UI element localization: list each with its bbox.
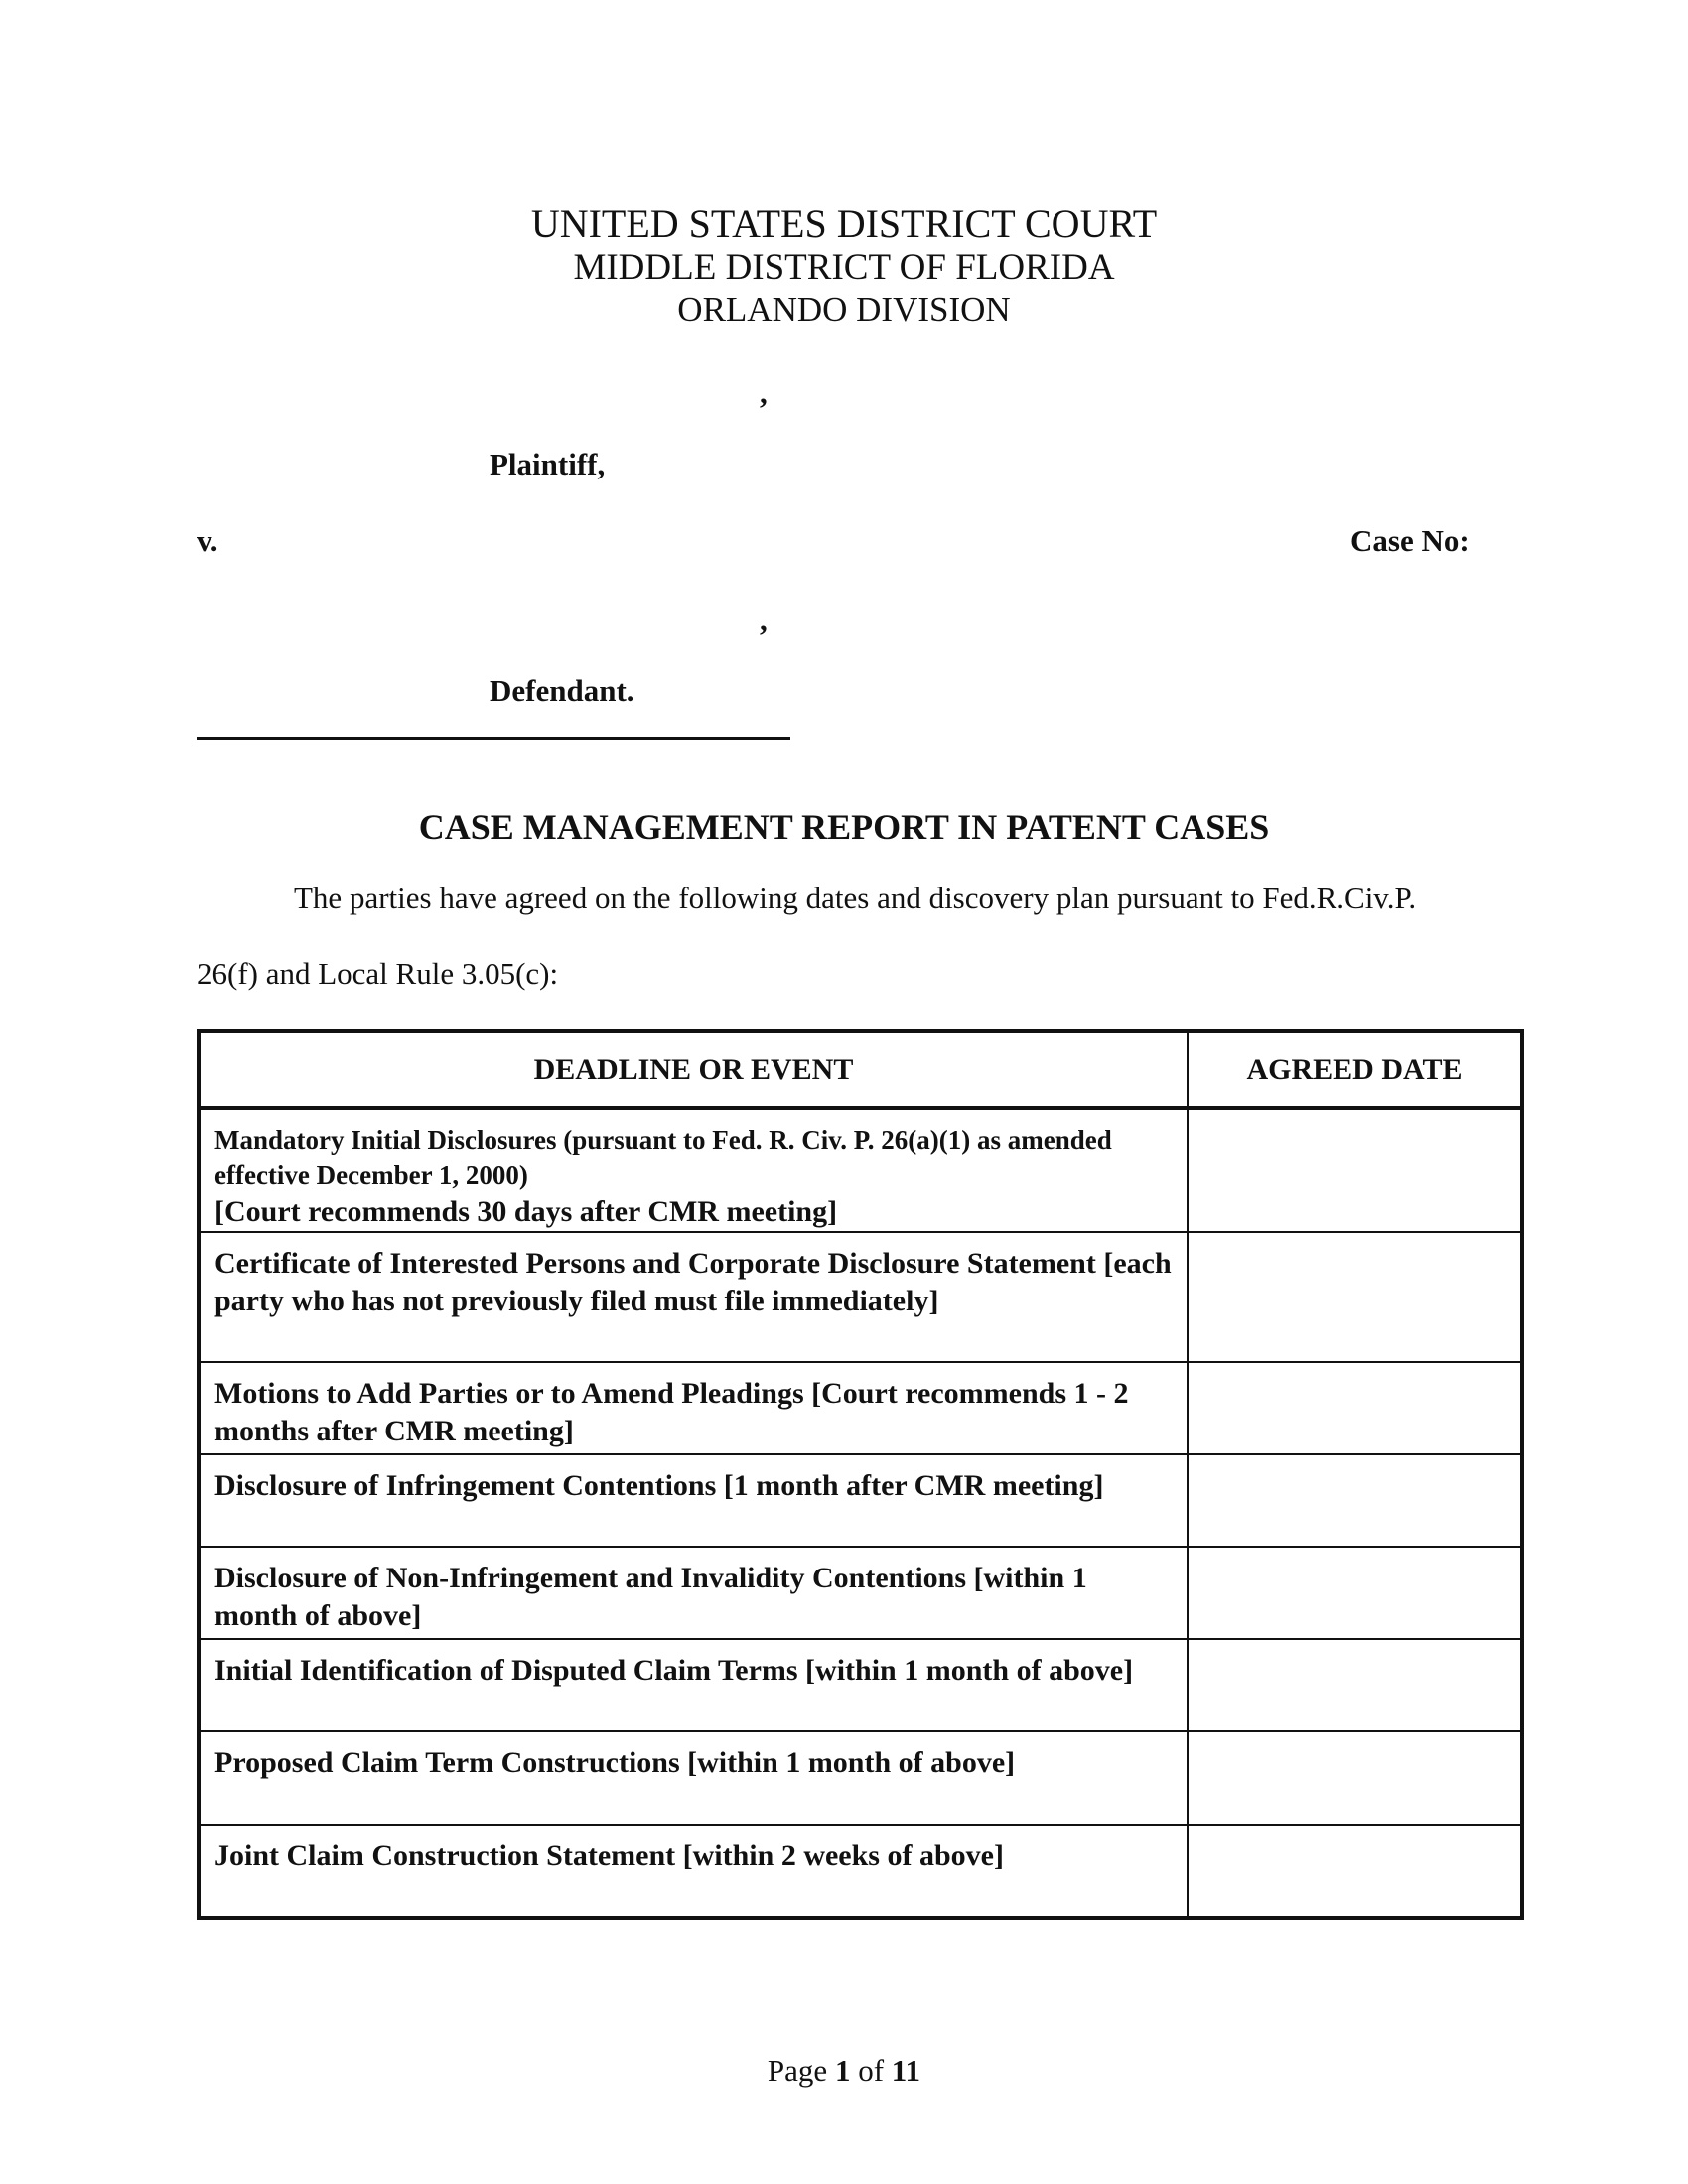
deadlines-table <box>197 1029 1524 1920</box>
table-header-row <box>199 1031 1522 1108</box>
defendant-comma: , <box>760 603 768 637</box>
defendant-label: Defendant. <box>490 673 634 708</box>
page-footer <box>0 2053 1688 2089</box>
agreed-date-cell[interactable] <box>1188 1825 1522 1918</box>
event-cell-initial-disclosures <box>199 1108 1188 1232</box>
agreed-date-cell[interactable] <box>1188 1454 1522 1547</box>
agreed-date-cell[interactable] <box>1188 1232 1522 1362</box>
event-cell-joint-statement: Joint Claim Construction Statement [within 2 weeks of above] <box>199 1825 1188 1918</box>
page-total: 11 <box>891 2053 921 2088</box>
event-detail: Mandatory Initial Disclosures (pursuant to Fed. R. Civ. P. 26(a)(1) as amended effective December 1, 2000) <box>214 1125 1112 1190</box>
intro-line-1: The parties have agreed on the following dates and discovery plan pursuant to Fed.R.Civ.P. <box>294 881 1417 915</box>
table-row <box>199 1232 1522 1362</box>
event-cell-proposed-constructions: Proposed Claim Term Constructions [within 1 month of above] <box>199 1731 1188 1825</box>
plaintiff-comma: , <box>760 375 768 410</box>
event-cell-infringement: Disclosure of Infringement Contentions [1 month after CMR meeting] <box>199 1454 1188 1547</box>
versus-label: v. <box>197 523 218 558</box>
page-word: Page <box>767 2053 828 2088</box>
agreed-date-cell[interactable] <box>1188 1639 1522 1731</box>
agreed-date-cell[interactable] <box>1188 1362 1522 1454</box>
event-cell-disputed-terms: Initial Identification of Disputed Claim Terms [within 1 month of above] <box>199 1639 1188 1731</box>
page-number: 1 <box>834 2053 851 2088</box>
table-row <box>199 1547 1522 1639</box>
document-title: CASE MANAGEMENT REPORT IN PATENT CASES <box>418 807 1270 847</box>
header-agreed-date: AGREED DATE <box>1188 1031 1522 1108</box>
agreed-date-cell[interactable] <box>1188 1731 1522 1825</box>
case-number-label: Case No: <box>1350 523 1470 558</box>
table-row <box>199 1108 1522 1232</box>
event-cell-add-parties: Motions to Add Parties or to Amend Pleadings [Court recommends 1 - 2 months after CMR meeting] <box>199 1362 1188 1454</box>
header-deadline-or-event: DEADLINE OR EVENT <box>199 1031 1188 1108</box>
intro-line-2: 26(f) and Local Rule 3.05(c): <box>197 956 559 991</box>
court-name: UNITED STATES DISTRICT COURT <box>530 202 1158 246</box>
event-cell-certificate: Certificate of Interested Persons and Corporate Disclosure Statement [each party who has not previously filed must file immediately] <box>199 1232 1188 1362</box>
agreed-date-cell[interactable] <box>1188 1108 1522 1232</box>
of-word: of <box>858 2053 885 2088</box>
division-name: ORLANDO DIVISION <box>677 290 1011 329</box>
caption-divider <box>197 737 790 740</box>
table-row <box>199 1639 1522 1731</box>
table-row <box>199 1362 1522 1454</box>
table-row <box>199 1825 1522 1918</box>
agreed-date-cell[interactable] <box>1188 1547 1522 1639</box>
district-name: MIDDLE DISTRICT OF FLORIDA <box>573 247 1115 288</box>
table-row <box>199 1731 1522 1825</box>
event-cell-non-infringement: Disclosure of Non-Infringement and Invalidity Contentions [within 1 month of above] <box>199 1547 1188 1639</box>
plaintiff-label: Plaintiff, <box>490 447 606 481</box>
event-note: [Court recommends 30 days after CMR meeting] <box>214 1195 838 1228</box>
table-row <box>199 1454 1522 1547</box>
